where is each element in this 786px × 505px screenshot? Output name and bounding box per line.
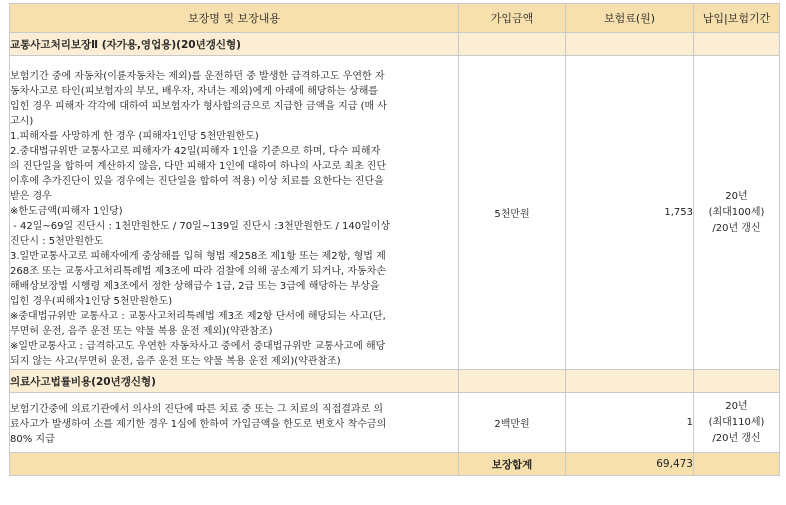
description-line: 동차사고로 타인(피보험자의 부모, 배우자, 자녀는 제외)에게 아래에 해당하는 상해를 [10, 86, 379, 97]
description-line: 의 진단일을 합하여 계산하지 않음, 다만 피해자 1인에 대하여 하나의 사고로 최초 진단 [10, 161, 387, 172]
description-line: 해배상보장법 시행령 제3조에서 정한 상해급수 1급, 2급 또는 3급에 해당하는 부상을 [10, 281, 380, 292]
period-max-age: (최대100세) [708, 206, 765, 218]
premium-value: 1,753 [566, 56, 694, 370]
total-row [10, 453, 780, 476]
header-premium: 보험료(원) [566, 4, 694, 33]
description-line: 무면허 운전, 음주 운전 또는 약물 복용 운전 제외)(약관참조) [10, 326, 273, 337]
description-line: ※일반교통사고 : 급격하고도 우연한 자동차사고 중에서 중대법규위반 교통사고에 해당 [10, 341, 386, 352]
description-line: 3.일반교통사고로 피해자에게 중상해를 입혀 형법 제258조 제1항 또는 제2항, 형법 제 [10, 251, 386, 262]
coverage-amount: 2백만원 [459, 393, 566, 453]
coverage-amount: 5천만원 [459, 56, 566, 370]
period-term: 20년 [725, 400, 748, 412]
section-title: 교통사고처리보장Ⅱ (자가용,영업용)(20년갱신형) [10, 33, 459, 56]
description-line: 1.피해자를 사망하게 한 경우 (피해자1인당 5천만원한도) [10, 131, 259, 142]
description-line: 진단시 : 5천만원한도 [10, 236, 104, 247]
description-line: 보험기간 중에 자동차(이륜자동차는 제외)를 운전하던 중 발생한 급격하고도 우연한 자 [10, 71, 385, 82]
coverage-description [10, 56, 459, 370]
section-title: 의료사고법률비용(20년갱신형) [10, 370, 459, 393]
header-row [10, 4, 780, 33]
period-renewal: /20년 갱신 [712, 222, 761, 234]
period-cell [694, 393, 780, 453]
description-line: 입힌 경우 피해자 각각에 대하여 피보험자가 형사합의금으로 지급한 금액을 지급 (매 사 [10, 101, 387, 112]
description-line: 2.중대법규위반 교통사고로 피해자가 42일(피해자 1인을 기준으로 하며, 다수 피해자 [10, 146, 381, 157]
period-term: 20년 [725, 190, 748, 202]
description-line: 되지 않는 사고(무면허 운전, 음주 운전 또는 약물 복용 운전 제외)(약관참조) [10, 356, 341, 367]
description-line: 료사고가 발생하여 소를 제기한 경우 1심에 한하여 가입금액을 한도로 변호사 착수금의 [10, 419, 387, 430]
description-line: 80% 지급 [10, 434, 55, 445]
section-title-row [10, 370, 780, 393]
premium-value: 1 [566, 393, 694, 453]
description-line: 받은 경우 [10, 191, 52, 202]
section-title-row [10, 33, 780, 56]
coverage-description [10, 393, 459, 453]
description-line: ※한도금액(피해자 1인당) [10, 206, 123, 217]
header-amount: 가입금액 [459, 4, 566, 33]
period-max-age: (최대110세) [708, 416, 765, 428]
description-line: 고시) [10, 116, 34, 127]
description-line: 입힌 경우(피해자1인당 5천만원한도) [10, 296, 173, 307]
description-line: 이후에 추가진단이 있을 경우에는 진단일을 합하여 적용) 이상 치료를 요한다는 진단을 [10, 176, 384, 187]
header-coverage: 보장명 및 보장내용 [10, 4, 459, 33]
period-renewal: /20년 갱신 [712, 432, 761, 444]
header-period: 납입|보험기간 [694, 4, 780, 33]
description-line: ※중대법규위반 교통사고 : 교통사고처리특례법 제3조 제2항 단서에 해당되는 사고(단, [10, 311, 386, 322]
period-cell [694, 56, 780, 370]
total-value: 69,473 [566, 453, 694, 476]
description-line: 268조 또는 교통사고처리특례법 제3조에 따라 검찰에 의해 공소제기 되거나, 자동차손 [10, 266, 387, 277]
coverage-table [9, 3, 780, 476]
section-body-row [10, 56, 780, 370]
description-line: - 42일~69일 진단시 : 1천만원한도 / 70일~139일 진단시 :3천만원한도 / 140일이상 [10, 221, 391, 232]
description-line: 보험기간중에 의료기관에서 의사의 진단에 따른 치료 중 또는 그 치료의 직접결과로 의 [10, 404, 384, 415]
total-label: 보장합계 [459, 453, 566, 476]
section-body-row [10, 393, 780, 453]
